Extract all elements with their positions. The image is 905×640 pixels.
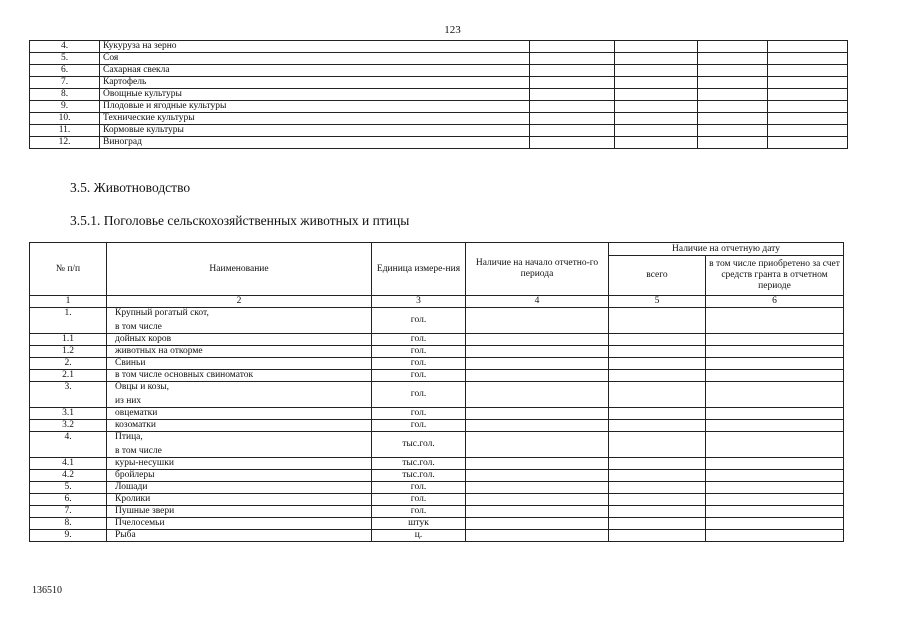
- row-value-cell: [706, 420, 844, 432]
- crop-num: 7.: [30, 77, 100, 89]
- row-name-line: куры-несушки: [115, 458, 174, 468]
- header-grant: в том числе приобретено за счет средств гранта в отчетном периоде: [706, 256, 844, 296]
- crop-cell: [530, 137, 615, 149]
- crop-name: Плодовые и ягодные культуры: [100, 101, 530, 113]
- row-name-line: дойных коров: [115, 334, 172, 344]
- page-number: 123: [444, 24, 461, 36]
- row-name-line: Кролики: [115, 494, 151, 504]
- row-value-cell: [609, 346, 706, 358]
- crop-cell: [615, 65, 698, 77]
- row-num: 1.1: [30, 334, 107, 346]
- row-value-cell: [466, 458, 609, 470]
- crop-num: 11.: [30, 125, 100, 137]
- row-value-cell: [609, 334, 706, 346]
- crop-name: Виноград: [100, 137, 530, 149]
- row-unit: гол.: [372, 506, 466, 518]
- row-num: 4.: [30, 432, 107, 458]
- crop-cell: [768, 137, 848, 149]
- row-name: [107, 358, 372, 370]
- row-unit: гол.: [372, 308, 466, 334]
- crop-cell: [698, 89, 768, 101]
- row-value-cell: [706, 408, 844, 420]
- row-num: 3.2: [30, 420, 107, 432]
- document-code: 136510: [32, 585, 62, 596]
- row-value-cell: [466, 382, 609, 408]
- row-value-cell: [609, 530, 706, 542]
- crop-cell: [768, 77, 848, 89]
- row-value-cell: [609, 506, 706, 518]
- crop-name: Кормовые культуры: [100, 125, 530, 137]
- crop-cell: [768, 101, 848, 113]
- livestock-row: [30, 408, 844, 420]
- row-value-cell: [466, 494, 609, 506]
- row-value-cell: [466, 408, 609, 420]
- row-value-cell: [466, 470, 609, 482]
- row-value-cell: [609, 458, 706, 470]
- crop-cell: [768, 89, 848, 101]
- header-num: № п/п: [30, 243, 107, 296]
- crop-cell: [530, 125, 615, 137]
- livestock-row: [30, 518, 844, 530]
- row-value-cell: [609, 494, 706, 506]
- livestock-row: [30, 382, 844, 408]
- column-number: 1: [30, 296, 107, 308]
- row-unit: тыс.гол.: [372, 432, 466, 458]
- crop-cell: [615, 113, 698, 125]
- row-value-cell: [609, 408, 706, 420]
- row-name: [107, 494, 372, 506]
- crop-cell: [698, 77, 768, 89]
- row-value-cell: [706, 308, 844, 334]
- row-name: [107, 518, 372, 530]
- row-name: [107, 420, 372, 432]
- row-value-cell: [706, 358, 844, 370]
- row-name-line: в том числе: [115, 446, 162, 456]
- row-value-cell: [609, 470, 706, 482]
- row-value-cell: [609, 358, 706, 370]
- row-unit: гол.: [372, 420, 466, 432]
- row-value-cell: [706, 530, 844, 542]
- row-num: 5.: [30, 482, 107, 494]
- row-num: 9.: [30, 530, 107, 542]
- crop-row: [30, 125, 848, 137]
- row-value-cell: [466, 482, 609, 494]
- row-name-line: Крупный рогатый скот,: [115, 308, 209, 318]
- row-num: 4.1: [30, 458, 107, 470]
- crop-num: 5.: [30, 53, 100, 65]
- row-name: [107, 530, 372, 542]
- crop-row: [30, 41, 848, 53]
- row-unit: тыс.гол.: [372, 470, 466, 482]
- row-name: [107, 370, 372, 382]
- row-num: 2.1: [30, 370, 107, 382]
- crop-cell: [615, 53, 698, 65]
- row-value-cell: [706, 370, 844, 382]
- row-value-cell: [706, 470, 844, 482]
- row-value-cell: [466, 334, 609, 346]
- crop-cell: [768, 41, 848, 53]
- livestock-row: [30, 482, 844, 494]
- crop-cell: [530, 77, 615, 89]
- crop-cell: [530, 101, 615, 113]
- row-value-cell: [609, 420, 706, 432]
- row-name-line: Овцы и козы,: [115, 382, 170, 392]
- row-unit: гол.: [372, 408, 466, 420]
- crop-cell: [698, 53, 768, 65]
- row-value-cell: [466, 518, 609, 530]
- row-num: 4.2: [30, 470, 107, 482]
- crop-cell: [768, 113, 848, 125]
- livestock-row: [30, 334, 844, 346]
- row-name: [107, 408, 372, 420]
- crop-cell: [698, 113, 768, 125]
- crop-num: 12.: [30, 137, 100, 149]
- row-value-cell: [466, 420, 609, 432]
- livestock-row: [30, 358, 844, 370]
- row-unit: гол.: [372, 346, 466, 358]
- row-value-cell: [609, 482, 706, 494]
- crop-name: Кукуруза на зерно: [100, 41, 530, 53]
- row-value-cell: [466, 308, 609, 334]
- row-name-line: Пушные звери: [115, 506, 175, 516]
- row-unit: штук: [372, 518, 466, 530]
- row-value-cell: [706, 382, 844, 408]
- row-name-line: в том числе: [115, 322, 162, 332]
- column-number: 3: [372, 296, 466, 308]
- livestock-row: [30, 530, 844, 542]
- crop-cell: [615, 89, 698, 101]
- row-num: 6.: [30, 494, 107, 506]
- row-unit: гол.: [372, 358, 466, 370]
- row-name-line: овцематки: [115, 408, 158, 418]
- row-num: 2.: [30, 358, 107, 370]
- crop-row: [30, 101, 848, 113]
- row-name-line: из них: [115, 396, 142, 406]
- section-heading-headcount: 3.5.1. Поголовье сельскохозяйственных животных и птицы: [70, 213, 410, 228]
- crop-name: Овощные культуры: [100, 89, 530, 101]
- crop-row: [30, 137, 848, 149]
- row-name: [107, 470, 372, 482]
- crop-cell: [615, 137, 698, 149]
- crop-name: Технические культуры: [100, 113, 530, 125]
- crop-cell: [615, 101, 698, 113]
- crop-cell: [530, 89, 615, 101]
- livestock-row: [30, 346, 844, 358]
- crop-row: [30, 77, 848, 89]
- crop-cell: [698, 125, 768, 137]
- row-name-line: Свиньи: [115, 358, 146, 368]
- crop-table: [29, 40, 848, 149]
- row-value-cell: [609, 432, 706, 458]
- livestock-row: [30, 494, 844, 506]
- row-value-cell: [466, 506, 609, 518]
- row-value-cell: [466, 370, 609, 382]
- row-name-line: животных на откорме: [115, 346, 203, 356]
- header-name: Наименование: [107, 243, 372, 296]
- crop-num: 4.: [30, 41, 100, 53]
- header-start-period: Наличие на начало отчетно-го периода: [466, 243, 609, 296]
- crop-cell: [615, 125, 698, 137]
- row-value-cell: [706, 346, 844, 358]
- row-value-cell: [466, 346, 609, 358]
- row-unit: гол.: [372, 382, 466, 408]
- column-number: 6: [706, 296, 844, 308]
- crop-cell: [768, 53, 848, 65]
- livestock-row: [30, 470, 844, 482]
- row-name-line: в том числе основных свиноматок: [115, 370, 254, 380]
- column-number: 4: [466, 296, 609, 308]
- column-number-row: [30, 296, 844, 308]
- crop-cell: [768, 125, 848, 137]
- crop-cell: [530, 113, 615, 125]
- row-num: 1.: [30, 308, 107, 334]
- row-unit: ц.: [372, 530, 466, 542]
- livestock-table: [29, 242, 844, 542]
- crop-cell: [615, 77, 698, 89]
- crop-cell: [768, 65, 848, 77]
- row-name-line: Рыба: [115, 530, 136, 540]
- livestock-row: [30, 506, 844, 518]
- column-number: 5: [609, 296, 706, 308]
- crop-cell: [615, 41, 698, 53]
- crop-num: 9.: [30, 101, 100, 113]
- row-value-cell: [706, 482, 844, 494]
- crop-cell: [698, 41, 768, 53]
- column-number: 2: [107, 296, 372, 308]
- row-value-cell: [706, 506, 844, 518]
- row-num: 8.: [30, 518, 107, 530]
- crop-cell: [530, 53, 615, 65]
- crop-cell: [698, 101, 768, 113]
- row-name: [107, 334, 372, 346]
- row-name-line: Лошади: [115, 482, 148, 492]
- row-name-line: Пчелосемьи: [115, 518, 165, 528]
- crop-num: 10.: [30, 113, 100, 125]
- row-name: [107, 308, 372, 334]
- crop-row: [30, 65, 848, 77]
- row-unit: гол.: [372, 494, 466, 506]
- row-name-line: козоматки: [115, 420, 156, 430]
- row-name-line: бройлеры: [115, 470, 155, 480]
- row-value-cell: [706, 494, 844, 506]
- crop-cell: [698, 137, 768, 149]
- livestock-row: [30, 370, 844, 382]
- crop-num: 8.: [30, 89, 100, 101]
- row-value-cell: [706, 432, 844, 458]
- row-name: [107, 458, 372, 470]
- crop-cell: [530, 41, 615, 53]
- row-num: 3.1: [30, 408, 107, 420]
- crop-cell: [698, 65, 768, 77]
- row-value-cell: [466, 530, 609, 542]
- crop-row: [30, 113, 848, 125]
- header-report-date: Наличие на отчетную дату: [609, 243, 844, 256]
- header-unit: Единица измере-ния: [372, 243, 466, 296]
- row-name: [107, 382, 372, 408]
- crop-num: 6.: [30, 65, 100, 77]
- row-value-cell: [706, 458, 844, 470]
- row-value-cell: [609, 308, 706, 334]
- row-value-cell: [609, 382, 706, 408]
- livestock-row: [30, 308, 844, 334]
- crop-name: Сахарная свекла: [100, 65, 530, 77]
- livestock-row: [30, 458, 844, 470]
- row-name: [107, 432, 372, 458]
- crop-row: [30, 89, 848, 101]
- row-name: [107, 506, 372, 518]
- section-heading-livestock: 3.5. Животноводство: [70, 180, 191, 195]
- row-value-cell: [609, 518, 706, 530]
- row-num: 7.: [30, 506, 107, 518]
- row-name: [107, 346, 372, 358]
- crop-cell: [530, 65, 615, 77]
- header-total: всего: [609, 256, 706, 296]
- livestock-row: [30, 420, 844, 432]
- row-value-cell: [706, 518, 844, 530]
- crop-name: Картофель: [100, 77, 530, 89]
- row-value-cell: [609, 370, 706, 382]
- row-name-line: Птица,: [115, 432, 143, 442]
- row-unit: гол.: [372, 482, 466, 494]
- row-num: 3.: [30, 382, 107, 408]
- row-name: [107, 482, 372, 494]
- livestock-row: [30, 432, 844, 458]
- row-value-cell: [706, 334, 844, 346]
- crop-row: [30, 53, 848, 65]
- row-unit: гол.: [372, 370, 466, 382]
- row-num: 1.2: [30, 346, 107, 358]
- crop-name: Соя: [100, 53, 530, 65]
- row-value-cell: [466, 432, 609, 458]
- row-unit: гол.: [372, 334, 466, 346]
- row-value-cell: [466, 358, 609, 370]
- row-unit: тыс.гол.: [372, 458, 466, 470]
